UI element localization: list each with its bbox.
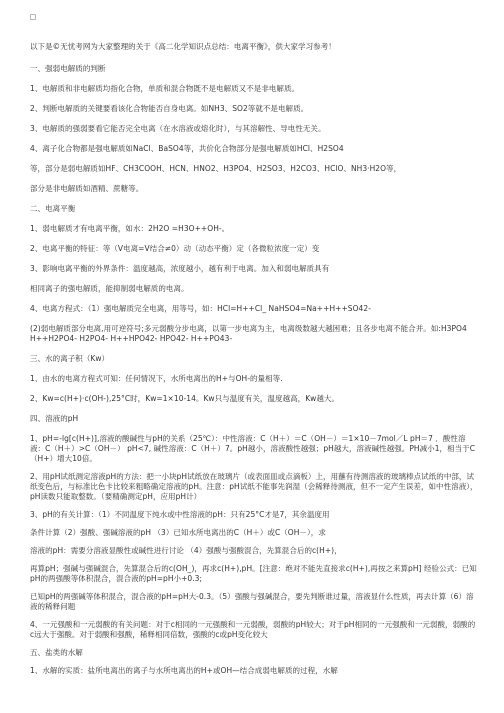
- section-1-paragraph: 4、离子化合物都是强电解质如NaCl、BaSO4等，共价化合物部分是强电解质如HCl、H2SO4: [30, 144, 344, 153]
- section-3-paragraph: 1、由水的电离方程式可知：任何情况下，水所电离出的H+与OH-的量相等.: [30, 374, 283, 383]
- section-2-paragraph: (2)弱电解质部分电离,用可逆符号;多元弱酸分步电离，以第一步电离为主，电离级数越大越困难；且各步电离不能合并。如:H3PO4 H++H2PO4- H2PO4- H++HPO42- HPO42- H++PO43-: [30, 324, 467, 343]
- section-2-paragraph: 1、弱电解质才有电离平衡，如水：2H2O =H3O++OH-。: [30, 224, 230, 233]
- section-2-paragraph: 2、电离平衡的特征：等（V电离=V结合≠0）动（动态平衡）定（各微粒浓度一定）变: [30, 244, 320, 253]
- intro-text: 以下是©无忧考网为大家整理的关于《高二化学知识点总结：电离平衡》，供大家学习参考！: [30, 42, 336, 51]
- section-1-paragraph: 部分是非电解质如酒精、蔗糖等。: [30, 184, 144, 193]
- section-1-heading: 一、强弱电解质的判断: [30, 64, 106, 73]
- section-3-heading: 三、水的离子积（Kw）: [30, 354, 110, 363]
- page-marker-icon: [30, 14, 36, 20]
- section-4-paragraph: 再算pH；强碱与强碱混合，先算混合后的c(OH_)，再求c(H+),pH。[注意：绝对不能先直接求c(H+),再按之来算pH] 经验公式：已知pH的两强酸等体积混合，混合液的pH=pH小+0.3;: [30, 564, 477, 583]
- section-3-paragraph: 2、Kw=c(H+)·c(OH-),25°C时，Kw=1×10-14。Kw只与温度有关，温度越高，Kw越大。: [30, 394, 340, 403]
- section-4-paragraph: 3、pH的有关计算：（1）不同温度下纯水或中性溶液的pH：只有25°C才是7，其余温度用: [30, 510, 330, 519]
- section-1-paragraph: 等，部分是弱电解质如HF、CH3COOH、HCN、HNO2、H3PO4、H2SO3、H2CO3、HClO、NH3·H2O等，: [30, 164, 402, 173]
- section-4-paragraph: 2、用pH试纸测定溶液pH的方法：把一小块pH试纸放在玻璃片（或表面皿或点滴板）上，用蘸有待测溶液的玻璃棒点试纸的中部，试纸变色后，与标准比色卡比较来粗略确定溶液的pH。注意：pH试纸不能事先润湿（会稀释待测液，但不一定产生误差，如中性溶液），pH读数只能取整数。（要精确测定pH，应用pH计）: [30, 472, 478, 501]
- section-4-paragraph: 4、一元强酸和一元弱酸的有关问题：对于c相同的一元强酸和一元弱酸，弱酸的pH较大；对于pH相同的一元强酸和一元弱酸，弱酸的c远大于强酸。对于弱酸和强酸，稀释相同倍数，强酸的c或pH变化较大: [30, 620, 476, 639]
- section-1-paragraph: 2、判断电解质的关键要看该化合物能否自身电离。如NH3、SO2等就不是电解质。: [30, 104, 309, 113]
- section-2-heading: 二、电离平衡: [30, 204, 76, 213]
- section-2-paragraph: 相同离子的强电解质，能抑制弱电解质的电离。: [30, 284, 189, 293]
- article-body: [30, 42, 478, 676]
- section-2-paragraph: 3、影响电离平衡的外界条件：温度越高，浓度越小，越有利于电离。加入和弱电解质具有: [30, 264, 330, 273]
- section-4-paragraph: 1、pH=-lg[c(H+)],溶液的酸碱性与pH的关系（25℃）：中性溶液：C（H＋）＝C（OH－）＝1×10－7mol／L pH＝7 ．酸性溶液：C（H＋）>C（OH－） pH<7, 碱性溶液：C（H＋）7。pH越小，溶液酸性越强；pH越大，溶液碱性越强。PH减小1，相当于C（H+）增大10倍。: [30, 434, 476, 463]
- section-4-paragraph: 已知pH的两强碱等体积混合，混合液的pH=pH大-0.3。（5）强酸与强碱混合，要先判断谁过量，溶液显什么性质，再去计算（6）溶液的稀释问题: [30, 592, 474, 611]
- section-1-paragraph: 1、电解质和非电解质均指化合物，单质和混合物既不是电解质又不是非电解质。: [30, 84, 300, 93]
- section-5-heading: 五、盐类的水解: [30, 648, 83, 657]
- section-5-paragraph: 1、水解的实质：盐所电离出的离子与水所电离出的H+或OH—结合成弱电解质的过程，水解: [30, 666, 338, 675]
- section-4-paragraph: 条件计算（2）强酸、强碱溶液的pH （3）已知水所电离出的C（H＋）或C（OH－），求: [30, 528, 326, 537]
- section-1-paragraph: 3、电解质的强弱要看它能否完全电离（在水溶液或熔化时），与其溶解性、导电性无关。: [30, 124, 326, 133]
- section-4-heading: 四、溶液的pH: [30, 414, 79, 423]
- section-2-paragraph: 4、电离方程式：（1）强电解质完全电离，用等号，如：HCl=H++Cl_ NaHSO4=Na++H++SO42-: [30, 304, 371, 313]
- section-4-paragraph: 溶液的pH：需要分溶液显酸性或碱性进行讨论 （4）强酸与强酸混合，先算混合后的c(H+)，: [30, 546, 342, 555]
